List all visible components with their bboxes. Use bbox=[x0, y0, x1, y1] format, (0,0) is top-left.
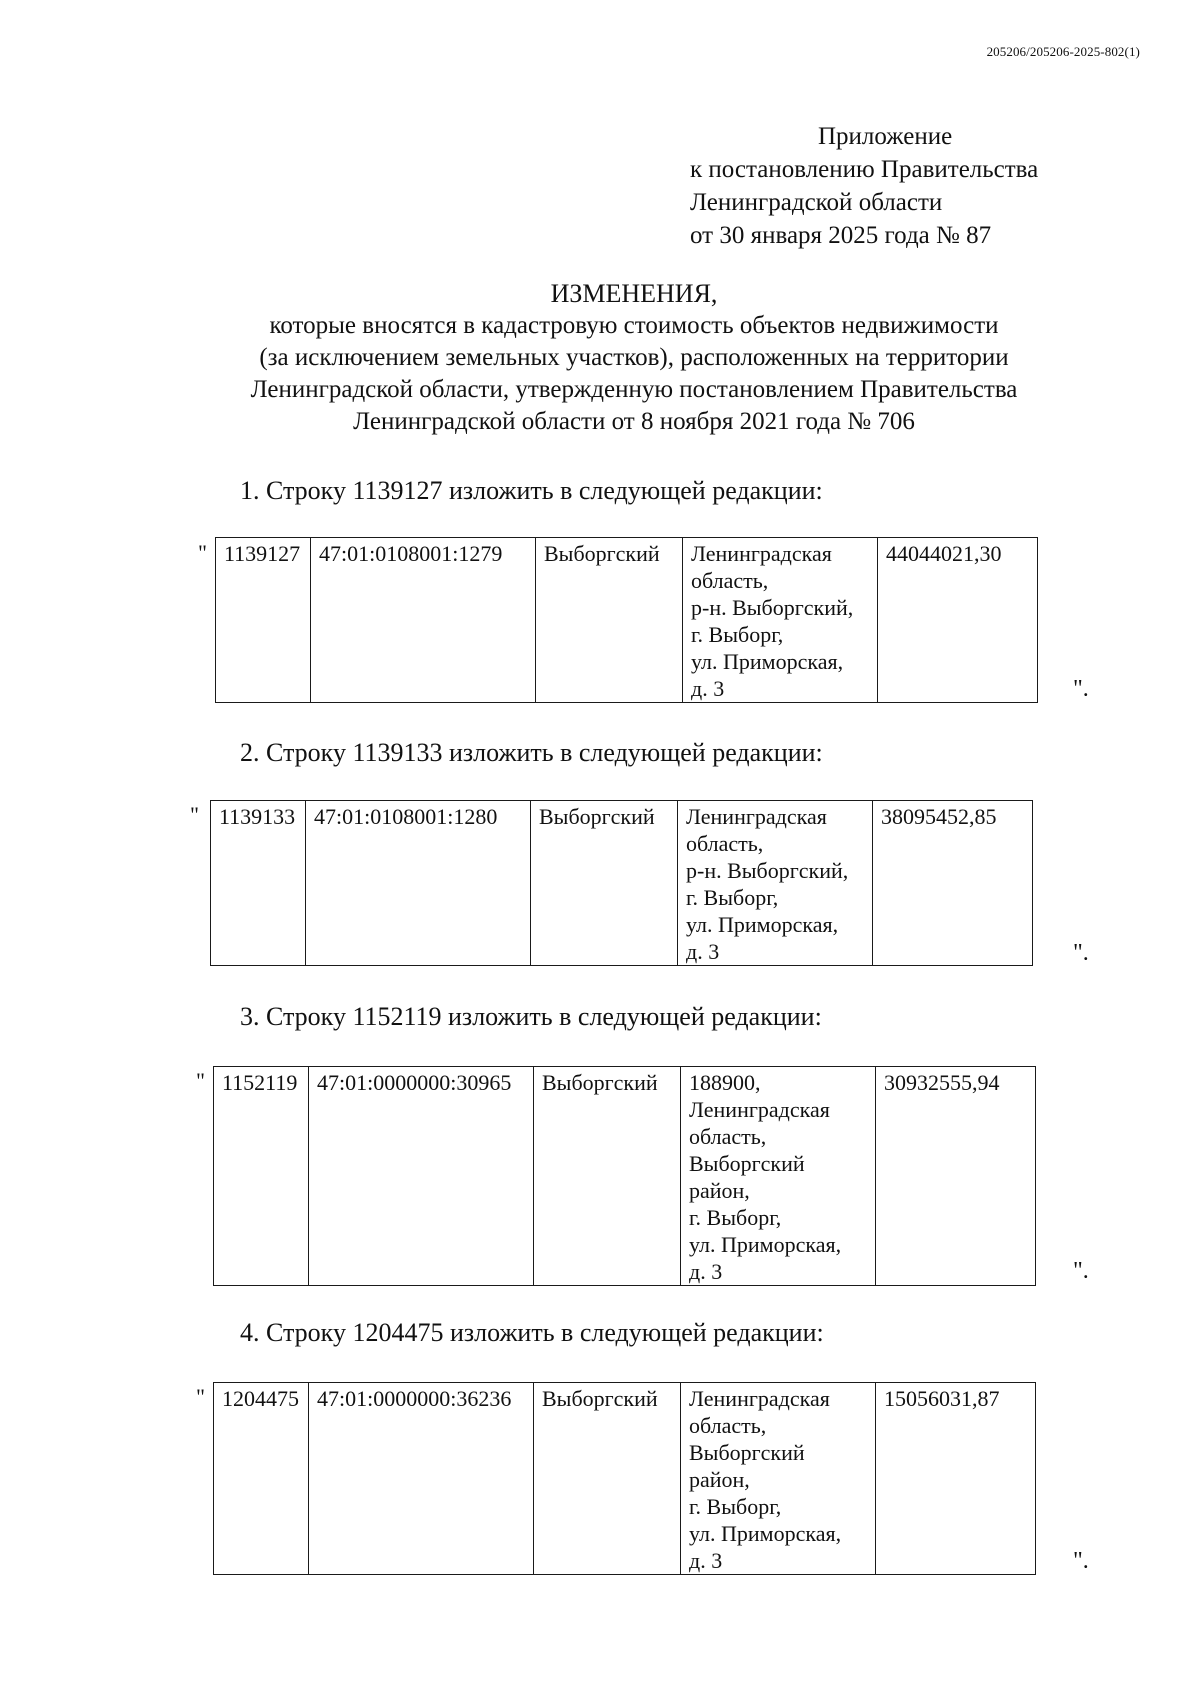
address-line: ул. Приморская, bbox=[689, 1521, 842, 1546]
table-row bbox=[214, 1383, 1036, 1575]
address-line: Ленинградская bbox=[689, 1386, 830, 1411]
address-cell bbox=[681, 1067, 876, 1286]
district-cell: Выборгский bbox=[534, 1067, 681, 1286]
address-line: р-н. Выборгский, bbox=[686, 858, 849, 883]
document-heading bbox=[0, 278, 1200, 438]
heading-line: Ленинградской области от 8 ноября 2021 года № 706 bbox=[353, 408, 915, 435]
address-line: р-н. Выборгский, bbox=[691, 595, 854, 620]
quote-close: ". bbox=[1073, 1548, 1089, 1574]
address-line: г. Выборг, bbox=[691, 622, 784, 647]
district-cell: Выборгский bbox=[531, 801, 678, 966]
address-line: д. 3 bbox=[689, 1548, 723, 1573]
address-line: область, bbox=[689, 1413, 767, 1438]
address-line: Выборгский bbox=[689, 1440, 805, 1465]
annex-block bbox=[690, 120, 1038, 252]
heading-line: которые вносятся в кадастровую стоимость объектов недвижимости bbox=[269, 312, 999, 339]
address-cell bbox=[683, 538, 878, 703]
cadastral-value-cell: 38095452,85 bbox=[873, 801, 1033, 966]
replacement-row-table bbox=[213, 1066, 1036, 1286]
address-line: ул. Приморская, bbox=[686, 912, 839, 937]
replacement-row-table bbox=[210, 800, 1033, 966]
row-number-cell: 1152119 bbox=[214, 1067, 309, 1286]
address-line: ул. Приморская, bbox=[691, 649, 844, 674]
replacement-row-table bbox=[213, 1382, 1036, 1575]
heading-line: Ленинградской области, утвержденную постановлением Правительства bbox=[250, 376, 1018, 403]
cadastral-value-cell: 44044021,30 bbox=[878, 538, 1038, 703]
district-cell: Выборгский bbox=[534, 1383, 681, 1575]
table-row bbox=[216, 538, 1038, 703]
document-id: 205206/205206-2025-802(1) bbox=[986, 44, 1140, 59]
address-line: Ленинградская bbox=[691, 541, 832, 566]
row-number-cell: 1204475 bbox=[214, 1383, 309, 1575]
quote-open: " bbox=[196, 1384, 205, 1409]
quote-close: ". bbox=[1073, 676, 1089, 702]
address-line: район, bbox=[689, 1178, 750, 1203]
item-instruction: 3. Строку 1152119 изложить в следующей редакции: bbox=[240, 1002, 822, 1031]
quote-open: " bbox=[190, 802, 199, 827]
cadastral-number-cell: 47:01:0108001:1279 bbox=[311, 538, 536, 703]
row-number-cell: 1139127 bbox=[216, 538, 311, 703]
cadastral-number-cell: 47:01:0108001:1280 bbox=[306, 801, 531, 966]
quote-open: " bbox=[196, 1068, 205, 1093]
item-instruction: 4. Строку 1204475 изложить в следующей редакции: bbox=[240, 1318, 824, 1347]
address-line: ул. Приморская, bbox=[689, 1232, 842, 1257]
table-row bbox=[211, 801, 1033, 966]
cadastral-value-cell: 15056031,87 bbox=[876, 1383, 1036, 1575]
district-cell: Выборгский bbox=[536, 538, 683, 703]
item-instruction: 2. Строку 1139133 изложить в следующей редакции: bbox=[240, 738, 823, 767]
address-line: д. 3 bbox=[686, 939, 720, 964]
address-line: д. 3 bbox=[691, 676, 725, 701]
address-line: г. Выборг, bbox=[686, 885, 779, 910]
row-number-cell: 1139133 bbox=[211, 801, 306, 966]
address-line: д. 3 bbox=[689, 1259, 723, 1284]
table-row bbox=[214, 1067, 1036, 1286]
quote-open: " bbox=[198, 540, 207, 565]
address-line: область, bbox=[689, 1124, 767, 1149]
annex-title: Приложение bbox=[818, 123, 953, 150]
address-line: район, bbox=[689, 1467, 750, 1492]
cadastral-value-cell: 30932555,94 bbox=[876, 1067, 1036, 1286]
address-line: Ленинградская bbox=[686, 804, 827, 829]
heading-line: (за исключением земельных участков), расположенных на территории bbox=[259, 344, 1009, 371]
quote-close: ". bbox=[1073, 940, 1089, 966]
heading-title: ИЗМЕНЕНИЯ, bbox=[550, 279, 718, 308]
annex-line: Ленинградской области bbox=[690, 189, 943, 216]
address-line: Ленинградская bbox=[689, 1097, 830, 1122]
address-line: область, bbox=[686, 831, 764, 856]
address-line: 188900, bbox=[689, 1070, 761, 1095]
address-cell bbox=[681, 1383, 876, 1575]
replacement-row-table bbox=[215, 537, 1038, 703]
address-line: Выборгский bbox=[689, 1151, 805, 1176]
cadastral-number-cell: 47:01:0000000:30965 bbox=[309, 1067, 534, 1286]
address-line: г. Выборг, bbox=[689, 1205, 782, 1230]
cadastral-number-cell: 47:01:0000000:36236 bbox=[309, 1383, 534, 1575]
quote-close: ". bbox=[1073, 1258, 1089, 1284]
annex-line: от 30 января 2025 года № 87 bbox=[690, 222, 992, 249]
address-cell bbox=[678, 801, 873, 966]
item-instruction: 1. Строку 1139127 изложить в следующей редакции: bbox=[240, 476, 823, 505]
annex-line: к постановлению Правительства bbox=[690, 156, 1039, 183]
address-line: г. Выборг, bbox=[689, 1494, 782, 1519]
address-line: область, bbox=[691, 568, 769, 593]
